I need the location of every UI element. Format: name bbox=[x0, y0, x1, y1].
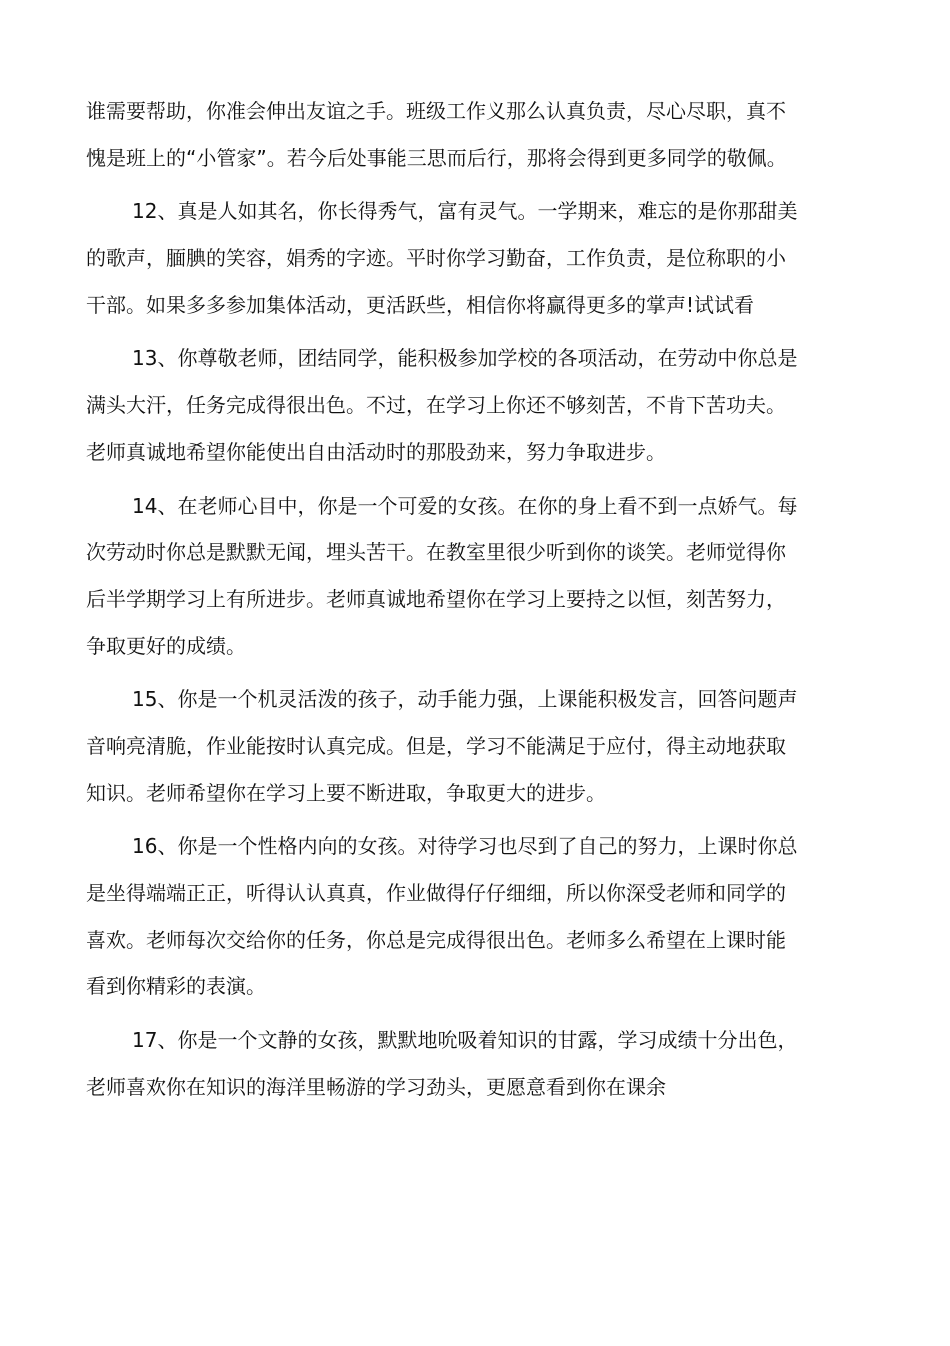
text-line: 争取更好的成绩。 bbox=[86, 633, 246, 658]
paragraph-16 bbox=[86, 823, 876, 1010]
text-line: 13、你尊敬老师，团结同学，能积极参加学校的各项活动，在劳动中你总是 bbox=[132, 346, 798, 371]
text-line: 是坐得端端正正，听得认认真真，作业做得仔仔细细，所以你深受老师和同学的 bbox=[86, 881, 786, 905]
paragraph-12 bbox=[86, 188, 876, 328]
text-line: 老师喜欢你在知识的海洋里畅游的学习劲头，更愿意看到你在课余 bbox=[86, 1074, 666, 1099]
text-line: 音响亮清脆，作业能按时认真完成。但是，学习不能满足于应付，得主动地获取 bbox=[86, 733, 786, 758]
text-line: 满头大汗，任务完成得很出色。不过，在学习上你还不够刻苦，不肯下苦功夫。 bbox=[86, 393, 786, 418]
text-line: 看到你精彩的表演。 bbox=[86, 974, 266, 999]
paragraph-14 bbox=[86, 483, 876, 670]
text-line: 老师真诚地希望你能使出自由活动时的那股劲来，努力争取进步。 bbox=[86, 439, 666, 464]
text-line: 次劳动时你总是默默无闻，埋头苦干。在教室里很少听到你的谈笑。老师觉得你 bbox=[86, 540, 786, 565]
text-line: 愧是班上的“小管家”。若今后处事能三思而后行，那将会得到更多同学的敬佩。 bbox=[86, 145, 787, 170]
document-body bbox=[86, 88, 876, 1117]
text-line: 15、你是一个机灵活泼的孩子，动手能力强，上课能积极发言，回答问题声 bbox=[132, 687, 798, 712]
text-line: 干部。如果多多参加集体活动，更活跃些，相信你将赢得更多的掌声!试试看 bbox=[86, 292, 755, 317]
paragraph-17 bbox=[86, 1017, 876, 1110]
text-line: 14、在老师心目中，你是一个可爱的女孩。在你的身上看不到一点娇气。每 bbox=[132, 493, 798, 518]
text-line: 喜欢。老师每次交给你的任务，你总是完成得很出色。老师多么希望在上课时能 bbox=[86, 927, 786, 952]
text-line: 的歌声，腼腆的笑容，娟秀的字迹。平时你学习勤奋，工作负责，是位称职的小 bbox=[86, 246, 786, 271]
paragraph-continuation bbox=[86, 88, 876, 181]
text-line: 17、你是一个文静的女孩，默默地吮吸着知识的甘露，学习成绩十分出色， bbox=[132, 1028, 798, 1053]
text-line: 谁需要帮助，你准会伸出友谊之手。班级工作义那么认真负责，尽心尽职，真不 bbox=[86, 99, 786, 123]
text-line: 后半学期学习上有所进步。老师真诚地希望你在学习上要持之以恒，刻苦努力， bbox=[86, 586, 786, 611]
text-line: 知识。老师希望你在学习上要不断进取，争取更大的进步。 bbox=[86, 780, 606, 805]
text-line: 16、你是一个性格内向的女孩。对待学习也尽到了自己的努力，上课时你总 bbox=[132, 834, 798, 859]
text-line: 12、真是人如其名，你长得秀气，富有灵气。一学期来，难忘的是你那甜美 bbox=[132, 199, 798, 224]
paragraph-13 bbox=[86, 335, 876, 475]
paragraph-15 bbox=[86, 676, 876, 816]
